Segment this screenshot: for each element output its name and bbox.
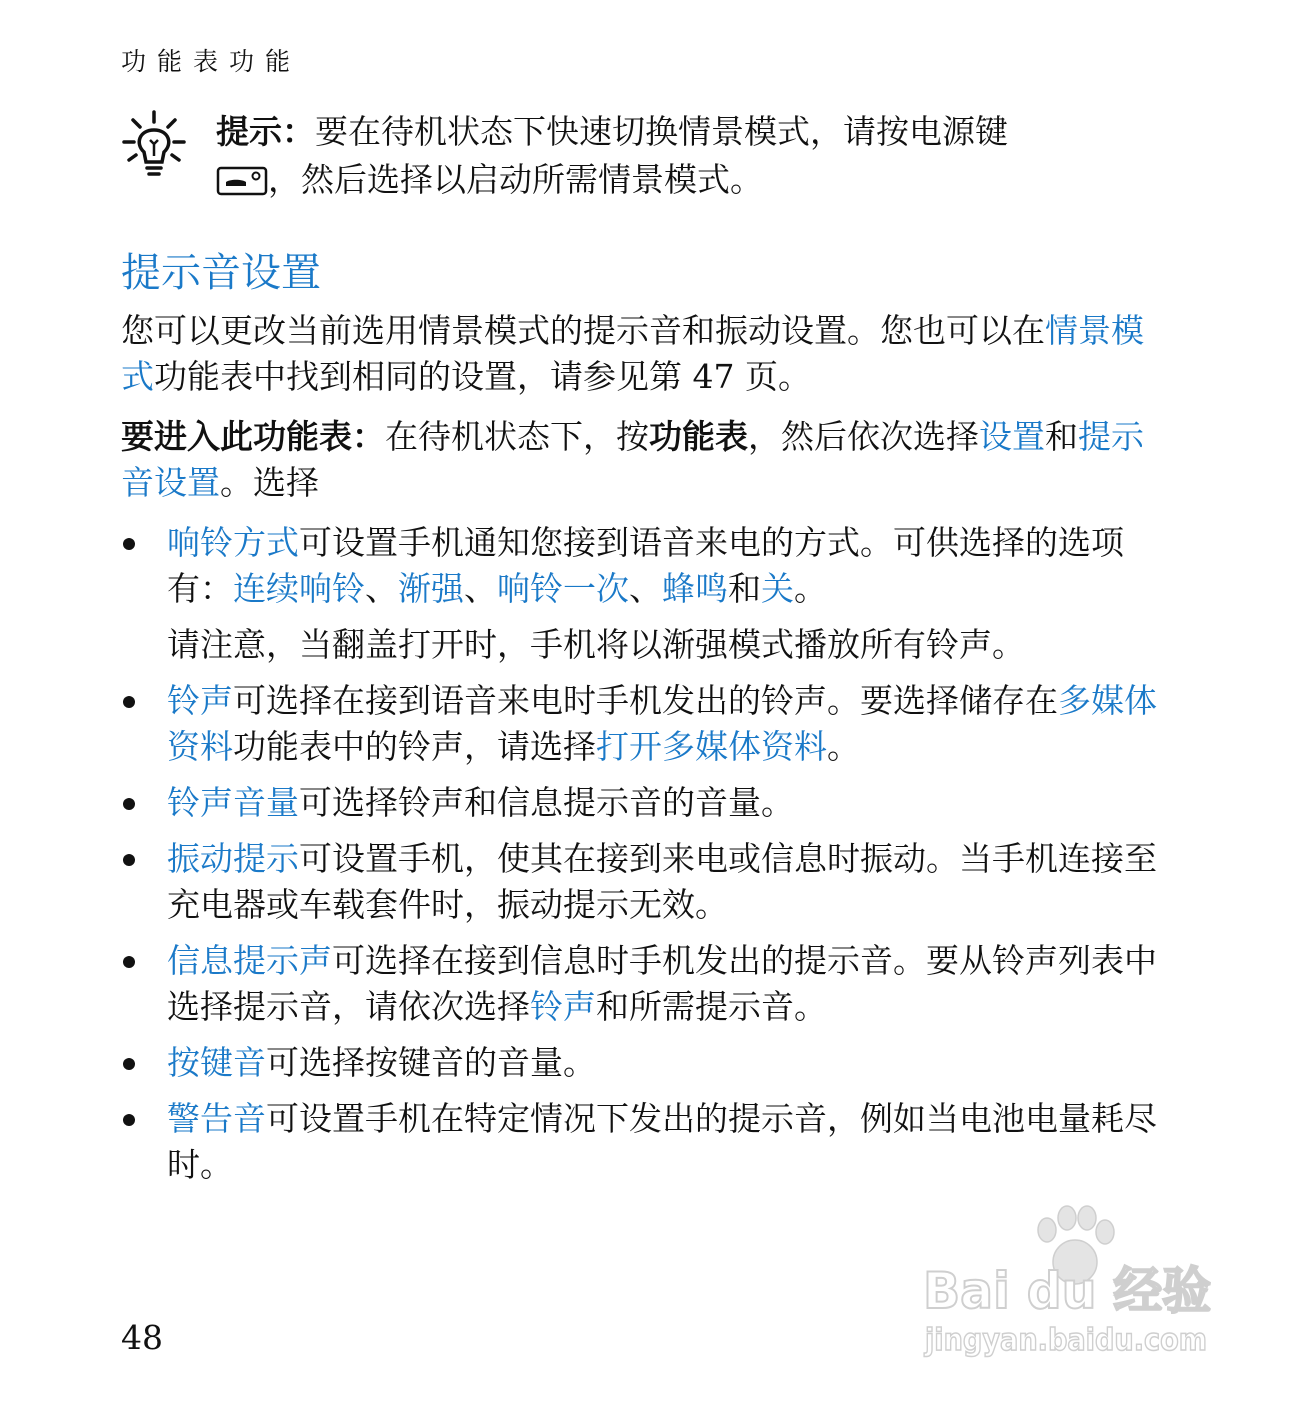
item-text: 可设置手机，使其在接到来电或信息时振动。当手机连接至充电器或车载套件时，振动提示无效。 <box>167 839 1157 924</box>
item-name: 信息提示声 <box>167 941 332 980</box>
item-link: 打开多媒体资料 <box>596 727 827 766</box>
list-item <box>121 780 1161 826</box>
settings-list-continued <box>121 678 1161 1188</box>
option-name: 连续响铃 <box>233 569 365 608</box>
option-name: 关 <box>761 569 794 608</box>
item-name: 铃声 <box>167 681 233 720</box>
item-sep: 。 <box>794 569 827 608</box>
item-sep: 和 <box>728 569 761 608</box>
access-text-3: 和 <box>1045 417 1078 456</box>
watermark-brand: Bai du 经验 <box>923 1262 1211 1320</box>
intro-paragraph <box>121 308 1161 400</box>
tip-text-1: 要在待机状态下快速切换情景模式，请按电源键 <box>315 112 1008 151</box>
list-item <box>121 1096 1161 1188</box>
item-link: 铃声 <box>530 987 596 1026</box>
item-name: 警告音 <box>167 1099 266 1138</box>
intro-text-2: 功能表中找到相同的设置，请参见第 47 页。 <box>154 357 811 396</box>
settings-list <box>121 520 1161 612</box>
bullet <box>123 1058 135 1070</box>
item-name: 铃声音量 <box>167 783 299 822</box>
tip-text <box>216 108 1156 204</box>
ringing-note: 请注意，当翻盖打开时，手机将以渐强模式播放所有铃声。 <box>167 625 1025 664</box>
item-text: 和所需提示音。 <box>596 987 827 1026</box>
item-sep: 、 <box>365 569 398 608</box>
item-text: 可选择在接到信息时手机发出的提示音。要从铃声列表中选择提示音，请依次选择 <box>167 941 1157 1026</box>
section-body <box>121 308 1161 1198</box>
item-text: 可设置手机通知您接到语音来电的方式。可供选择的选项有： <box>167 523 1124 608</box>
bullet <box>123 696 135 708</box>
section-title: 提示音设置 <box>121 250 321 296</box>
baidu-jingyan-watermark <box>915 1200 1215 1370</box>
running-header: 功能表功能 <box>121 47 302 76</box>
bullet <box>123 854 135 866</box>
list-item <box>121 520 1161 612</box>
page-number: 48 <box>121 1318 163 1357</box>
item-text: 可设置手机在特定情况下发出的提示音，例如当电池电量耗尽时。 <box>167 1099 1157 1184</box>
access-text-2: ，然后依次选择 <box>748 417 979 456</box>
lightbulb-icon <box>121 110 187 182</box>
option-name: 蜂鸣 <box>662 569 728 608</box>
access-text: 在待机状态下，按 <box>385 417 649 456</box>
list-item <box>121 1040 1161 1086</box>
tip-text-2: ，然后选择以启动所需情景模式。 <box>268 160 763 199</box>
item-name: 响铃方式 <box>167 523 299 562</box>
bullet <box>123 956 135 968</box>
access-text-4: 。选择 <box>220 463 319 502</box>
intro-text: 您可以更改当前选用情景模式的提示音和振动设置。您也可以在 <box>121 311 1045 350</box>
list-item <box>121 938 1161 1030</box>
list-item <box>121 678 1161 770</box>
item-sep: 、 <box>464 569 497 608</box>
item-text: 可选择按键音的音量。 <box>266 1043 596 1082</box>
access-label: 要进入此功能表： <box>121 417 385 456</box>
tip-label: 提示： <box>216 112 315 151</box>
access-link-tone-settings: 提示音设置 <box>121 417 1144 502</box>
item-text: 。 <box>827 727 860 766</box>
item-text: 可选择在接到语音来电时手机发出的铃声。要选择储存在 <box>233 681 1058 720</box>
list-item <box>121 836 1161 928</box>
item-link: 多媒体资料 <box>167 681 1157 766</box>
option-name: 渐强 <box>398 569 464 608</box>
intro-link-profiles: 情景模式 <box>121 311 1144 396</box>
access-link-settings: 设置 <box>979 417 1045 456</box>
item-text: 可选择铃声和信息提示音的音量。 <box>299 783 794 822</box>
watermark-url: jingyan.baidu.com <box>924 1323 1207 1358</box>
power-key-icon <box>216 166 268 196</box>
bullet <box>123 538 135 550</box>
item-text: 功能表中的铃声，请选择 <box>233 727 596 766</box>
bullet <box>123 798 135 810</box>
item-sep: 、 <box>629 569 662 608</box>
item-name: 按键音 <box>167 1043 266 1082</box>
bullet <box>123 1114 135 1126</box>
item-name: 振动提示 <box>167 839 299 878</box>
access-menu-key: 功能表 <box>649 417 748 456</box>
option-name: 响铃一次 <box>497 569 629 608</box>
access-paragraph <box>121 414 1161 506</box>
